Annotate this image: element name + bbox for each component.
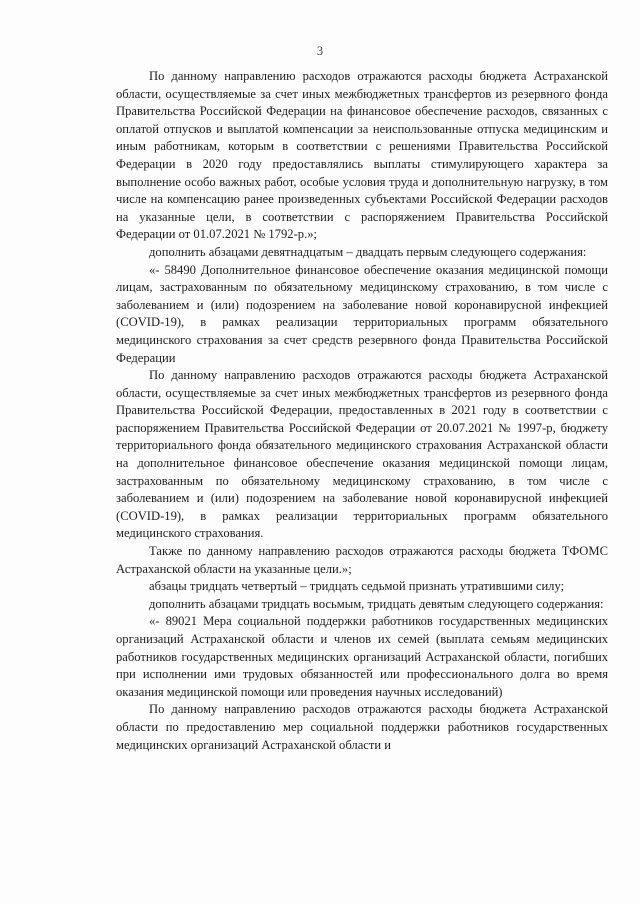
paragraph-5: Также по данному направлению расходов отражаются расходы бюджета ТФОМС Астраханской области на указанные цели.»; [116,544,608,576]
page-number: 3 [316,44,324,58]
paragraph-9: По данному направлению расходов отражаются расходы бюджета Астраханской области по предоставлению мер социальной поддержки работников государственных медицинских организаций Астраханской области и [116,702,608,752]
paragraph-6: абзацы тридцать четвертый – тридцать седьмой признать утратившими силу; [149,579,565,594]
paragraph-7: дополнить абзацами тридцать восьмым, тридцать девятым следующего содержания: [149,596,604,611]
paragraph-2: дополнить абзацами девятнадцатым – двадцать первым следующего содержания: [149,244,587,259]
document-body [116,68,608,754]
paragraph-3: «- 58490 Дополнительное финансовое обеспечение оказания медицинской помощи лицам, застрахованным по обязательному медицинскому страхованию, в том числе с заболеванием и (или) подозрением на заболевание новой коронавирусной инфекцией (COVID-19), в рамках реализации территориальных программ обязательного медицинского страхования за счет средств резервного фонда Правительства Российской Федерации [116,262,608,365]
paragraph-4: По данному направлению расходов отражаются расходы бюджета Астраханской области, осуществляемые за счет иных межбюджетных трансфертов из резервного фонда Правительства Российской Федерации, предоставленных в 2021 году в соответствии с распоряжением Правительства Российской Федерации от 20.07.2021 № 1997-р, бюджету территориального фонда обязательного медицинского страхования Астраханской области на дополнительное финансовое обеспечение оказания медицинской помощи лицам, застрахованным по обязательному медицинскому страхованию, в том числе с заболеванием и (или) подозрением на заболевание новой коронавирусной инфекцией (COVID-19), в рамках реализации территориальных программ обязательного медицинского страхования. [116,368,608,541]
paragraph-1: По данному направлению расходов отражаются расходы бюджета Астраханской области, осуществляемые за счет иных межбюджетных трансфертов из резервного фонда Правительства Российской Федерации на финансовое обеспечение расходов, связанных с оплатой отпусков и выплатой компенсации за неиспользованные отпуска медицинским и иным работникам, которым в соответствии с решениями Правительства Российской Федерации в 2020 году предоставлялись выплаты стимулирующего характера за выполнение особо важных работ, особые условия труда и дополнительную нагрузку, в том числе на компенсацию ранее произведенных субъектами Российской Федерации расходов на указанные цели, в соответствии с распоряжением Правительства Российской Федерации от 01.07.2021 № 1792-р.»; [116,69,608,242]
paragraph-8: «- 89021 Мера социальной поддержки работников государственных медицинских организаций Астраханской области и членов их семей (выплата семьям медицинских работников государственных медицинских организаций Астраханской области, погибших при исполнении ими трудовых обязанностей или профессионального долга во время оказания медицинской помощи или проведения научных исследований) [116,614,608,699]
